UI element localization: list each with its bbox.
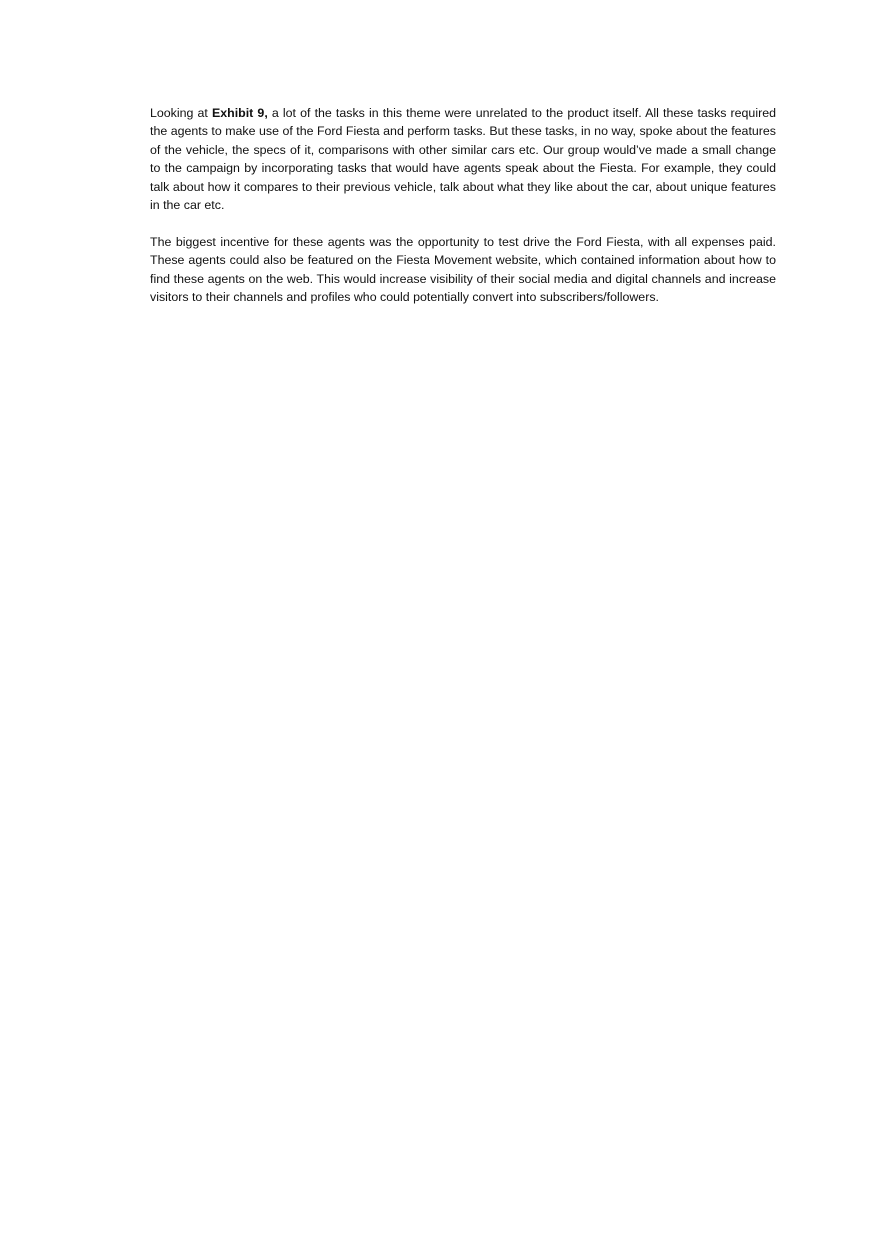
exhibit-reference: Exhibit 9, (212, 106, 268, 120)
paragraph-incentive (150, 233, 776, 307)
paragraph-lead-text: Looking at (150, 106, 212, 120)
paragraph-body-text: The biggest incentive for these agents was the opportunity to test drive the Ford Fiesta, with all expenses paid. These agents could also be featured on the Fiesta Movement website, which contained information about how to find these agents on the web. This would increase visibility of their social media and digital channels and increase visitors to their channels and profiles who could potentially convert into subscribers/followers. (150, 234, 776, 305)
document-body (150, 104, 776, 325)
paragraph-body-text: a lot of the tasks in this theme were unrelated to the product itself. All these tasks required the agents to make use of the Ford Fiesta and perform tasks. But these tasks, in no way, spoke about the features of the vehicle, the specs of it, comparisons with other similar cars etc. Our group would’ve made a small change to the campaign by incorporating tasks that would have agents speak about the Fiesta. For example, they could talk about how it compares to their previous vehicle, talk about what they like about the car, about unique features in the car etc. (150, 106, 776, 213)
paragraph-exhibit-9 (150, 104, 776, 214)
